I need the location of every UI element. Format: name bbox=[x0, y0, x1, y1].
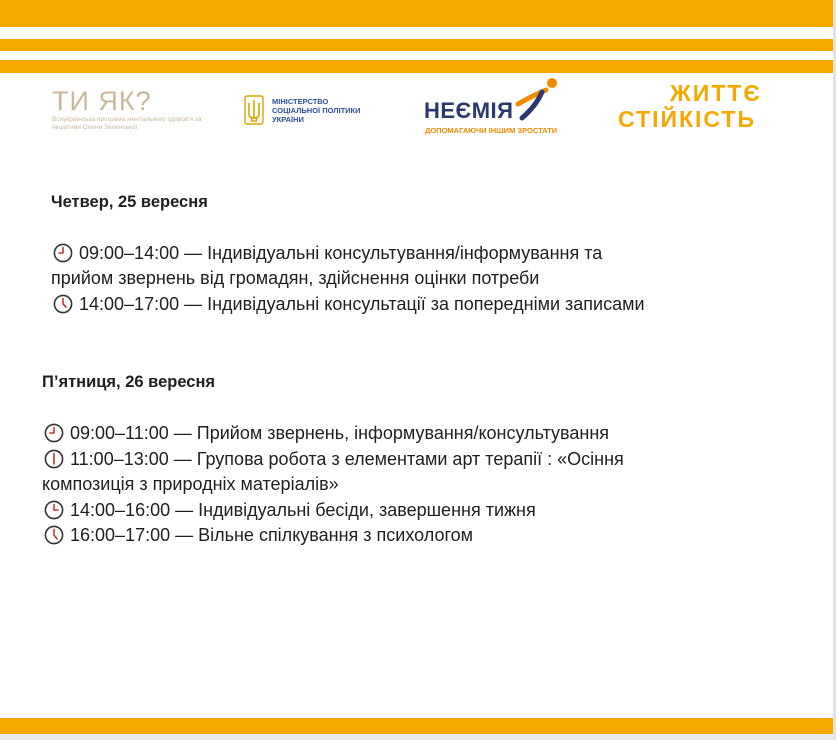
zhyttie-line-1: ЖИТТЄ bbox=[670, 80, 762, 106]
logo-ty-yak-title: ТИ ЯК? bbox=[52, 86, 152, 116]
logo-zhyttie-stiikist bbox=[618, 80, 788, 132]
schedule-item bbox=[53, 292, 645, 317]
clock-icon bbox=[44, 500, 64, 520]
ministry-name bbox=[272, 97, 382, 124]
ministry-line-2: СОЦІАЛЬНОЇ ПОЛІТИКИ bbox=[272, 105, 361, 115]
top-stripe-2 bbox=[0, 39, 836, 51]
zhyttie-line-2: СТІЙКІСТЬ bbox=[618, 106, 757, 132]
clock-icon bbox=[44, 525, 64, 545]
schedule-item bbox=[44, 498, 536, 523]
neemia-subtitle: ДОПОМАГАЮЧИ ІНШИМ ЗРОСТАТИ bbox=[425, 126, 558, 135]
day-title-friday: П’ятниця, 26 вересня bbox=[42, 373, 216, 391]
logo-bar bbox=[0, 78, 836, 148]
running-figure-icon bbox=[512, 74, 562, 124]
schedule-item bbox=[44, 447, 624, 472]
neemia-title: НЕЄМІЯ bbox=[424, 98, 514, 123]
schedule-item-text: прийом звернень від громадян, здійснення оцінки потреби bbox=[51, 268, 540, 288]
schedule-item-text: 14:00–16:00 — Індивідуальні бесіди, завершення тижня bbox=[70, 500, 536, 520]
day-title-thursday: Четвер, 25 вересня bbox=[51, 193, 208, 211]
schedule-item bbox=[44, 523, 473, 548]
trident-icon bbox=[244, 94, 264, 126]
schedule-item-text: 16:00–17:00 — Вільне спілкування з психологом bbox=[70, 525, 474, 545]
clock-icon bbox=[44, 423, 64, 443]
logo-ty-yak bbox=[52, 86, 202, 132]
ministry-line-3: УКРАЇНИ bbox=[272, 114, 304, 124]
schedule-item-text: композиція з природніх матеріалів» bbox=[42, 474, 339, 494]
clock-icon bbox=[53, 243, 73, 263]
logo-neemia bbox=[424, 78, 564, 142]
schedule-item-text: 14:00–17:00 — Індивідуальні консультації за попередніми записами bbox=[79, 294, 645, 314]
top-stripe-3 bbox=[0, 60, 836, 73]
schedule-item bbox=[44, 421, 609, 446]
schedule-item-text: 09:00–11:00 — Прийом звернень, інформування/консультування bbox=[70, 423, 610, 443]
logo-ministry bbox=[244, 94, 382, 126]
bottom-edge bbox=[0, 734, 836, 740]
schedule-item-text: 11:00–13:00 — Групова робота з елементами арт терапії : «Осіння bbox=[70, 449, 624, 469]
schedule-item-text: 09:00–14:00 — Індивідуальні консультування/інформування та bbox=[79, 243, 603, 263]
schedule-item-continuation bbox=[42, 472, 339, 497]
clock-icon bbox=[44, 449, 64, 469]
logo-ty-yak-subtitle: Всеукраїнська програма ментального здоров'я за ініціативи Олени Зеленської bbox=[52, 116, 202, 131]
schedule-item-continuation bbox=[51, 266, 539, 291]
top-stripe bbox=[0, 0, 836, 27]
clock-icon bbox=[53, 294, 73, 314]
ministry-line-1: МІНІСТЕРСТВО bbox=[272, 96, 329, 106]
schedule-item bbox=[53, 241, 602, 266]
